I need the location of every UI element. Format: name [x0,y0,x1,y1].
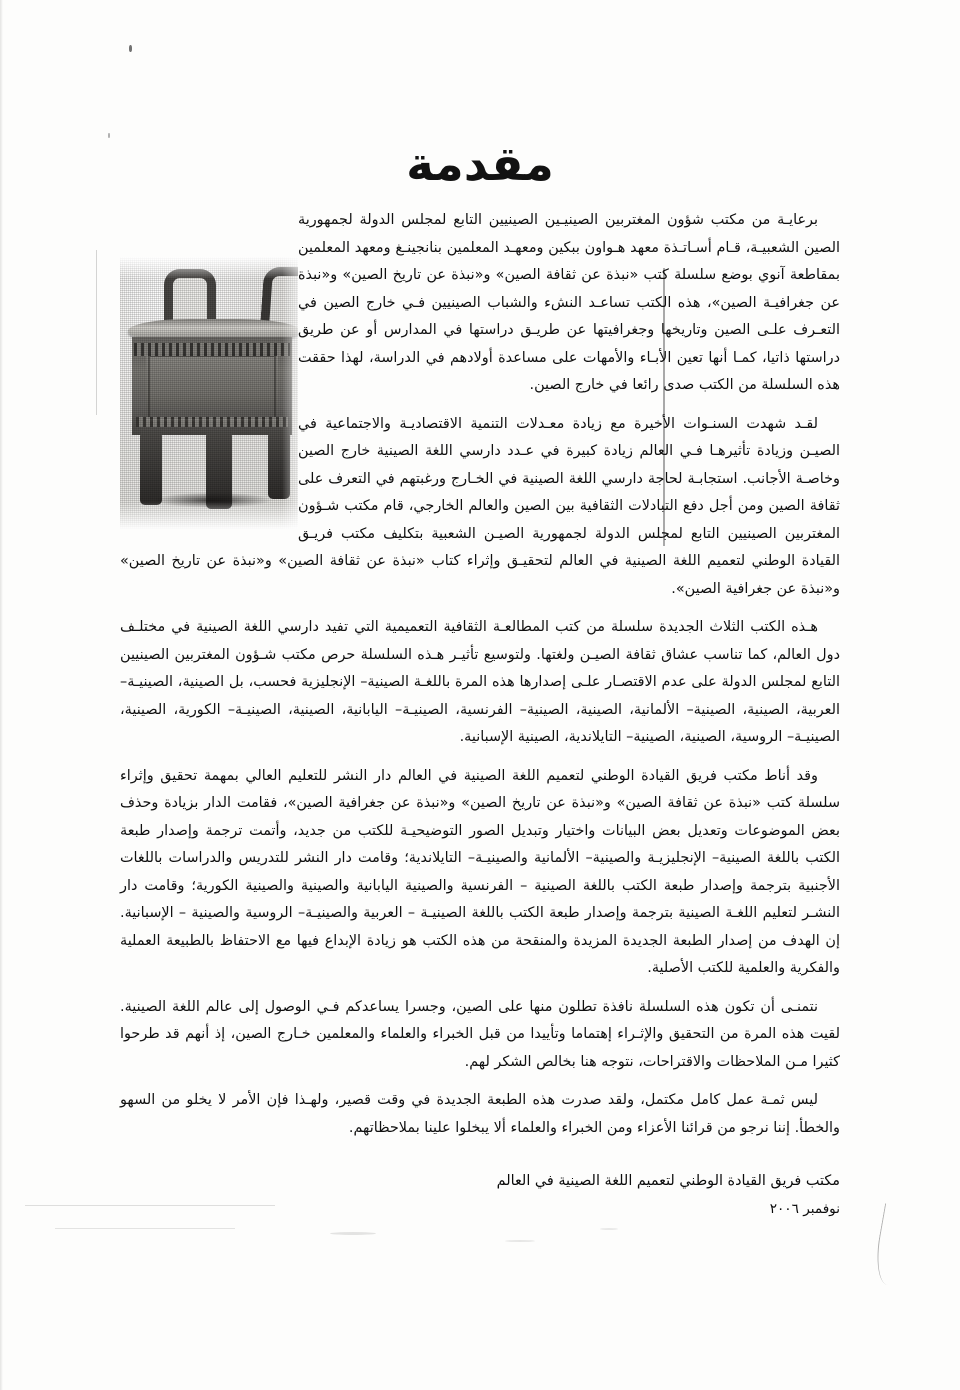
signature-date: نوفمبر ٢٠٠٦ [769,1201,840,1218]
paragraph: نتمنـى أن تكون هذه السلسلة نافذة تطلون منها على الصين، وجسرا يساعدكم فـي الوصول إلى عالم اللغة الصينية. لقيت هذه المرة من التحقيق والإثـراء إهتماما وتأييدا من قبل الخبراء والعلماء والمعلمين خـارج الصين، إذ أنهم قد طرحوا كثيرا مـن الملاحظات والاقتراحات، نتوجه هنا بخالص الشكر لهم. [120,998,840,1070]
bronze-ding-photo-image [120,257,298,529]
page-title: مقدمة [406,137,554,192]
page-content [120,0,840,1390]
paragraph: برعايـة من مكتب شؤون المغتربين الصينيـين الصينيين التابع لمجلس الدولة لجمهورية الصين الشعبيـة، قـام أسـاتـذة معهد هـواون ببكين ومعهـد المعلمين بنانجينـغ ومعهد المعلمين بمقاطعة آنوي بوضع سلسلة كتب «نبذة عن ثقافة الصين» و«نبذة عن تاريخ الصين» و«نبذة عن جغرافيـة الصين»، هذه الكتب تساعـد النشء والشباب الصينيين فـي خارج الصين في التعـرف علـى الصين وتاريخها وجغرافيتها عن طريـق دراستها في المدارس أو عن طريق دراستها ذاتيا، كمـا أنها تعين الأبـاء والأمهات على مساعدة أولادهم في الدراسة، لهذا حققت هذه السلسلة من الكتب صدى رائعا في خارج الصين. [298,212,840,394]
body-text-block [120,207,840,1222]
bronze-ding-figure [120,257,298,529]
paragraph: هـذه الكتب الثلاث الجديدة سلسلة من كتب المطالعـة الثقافية التعميمية التي تفيد دارسي اللغة الصينية في مختلـف دول العالم، كما تناسب عشاق ثقافة الصيـن ولغتها. ولتوسيع تأثيـر هـذه السلسلة حرص مكتب شـؤون المغتربين الصينيين التابع لمجلس الدولة على عدم الاقتصـار علـى إصدارها هذه المرة باللغـة الصينية– الإنجليزية فحسب، بل الصينية، الصينيـة– العربية، الصينية، الصينية– الألمانية، الصينية، الصينية– الفرنسية، الصينيـة– اليابانية، الصينية، الصينيـة– الكورية، الصينية، الصينيـة– الروسية، الصينية، الصينية– التايلاندية، الصينية الإسبانية. [120,619,840,746]
scan-streak-artifact [96,250,97,415]
scan-speck-artifact [108,133,110,138]
signature-block [120,1168,840,1222]
scan-edge-artifact [0,0,3,1390]
photo-edge-fade [120,257,298,529]
scan-fold-artifact [871,1203,911,1286]
paragraph: ليس ثمـة عمل كامل مكتمل، ولقد صدرت هذه الطبعة الجديدة في وقت قصير، ولهـذا فإن الأمر لا يخلو من السهو والخطأ. إننا نرجو من قرائنا الأعزاء ومن الخبراء والعلماء ألا يبخلوا علينا بملاحظاتهم. [120,1092,840,1136]
paragraph: لقـد شهدت السنـوات الأخيرة مع زيادة معـدلات التنمية الاقتصاديـة والاجتماعية في الصيـن وزيادة تأثيرهـا فـي العالم زيادة كبيرة في عـدد دارسي اللغة الصينية خارج الصين وخاصـة الأجانب. استجابـة لحاجة دارسي اللغة الصينية في الخـارج ورغبتهم في التعرف على ثقافة الصين ومن أجل دفع التبادلات الثقافية بين الصين والعالم الخارجي، قام مكتب شـؤون المغتربين الصينيين التابع لمجلس الدولة لجمهورية الصيـن الشعبية بتكليف مكتب فريـق القيادة الوطني لتعميم اللغة الصينية في العالم لتحقيـق وإثراء كتاب «نبذة عن ثقافة الصين» و«نبذة عن تاريخ الصين» و«نبذة عن جغرافية الصين». [120,415,840,597]
signature-office: مكتب فريق القيادة الوطني لتعميم اللغة الصينية في العالم [496,1173,840,1190]
paragraph: وقد أناط مكتب فريق القيادة الوطني لتعميم اللغة الصينية في العالم دار النشر للتعليم العالي بمهمة تحقيق وإثراء سلسلة كتب «نبذة عن ثقافة الصين» و«نبذة عن تاريخ الصين» و«نبذة عن جغرافية الصين»، فقامت الدار بزيادة وحذف بعض الموضوعات وتعديل بعض البيانات واختيار وتبديل الصور التوضيحيـة للكتب من جديد، وأتمت ترجمة وإصدار طبعة الكتب باللغة الصينية– الإنجليزيـة والصينية– الألمانية والصينيـة– التايلاندية؛ وقامت دار النشر للتدريس والدراسات باللغات الأجنبية بترجمة وإصدار طبعة الكتب باللغة الصينية – الفرنسية والصينية اليابانية والصينية والصينية الكورية؛ وقامت دار النشـر لتعليم اللغـة الصينية بترجمة وإصدار طبعة الكتب باللغة الصينيـة – العربية والصينيـة– الروسية والصينية – الإسبانية. إن الهدف من إصدار الطبعة الجديدة المزيدة والمنقحة من هذه الكتب هو زيادة الإبداع فيها مع الاحتفاظ بالطبيعة العملية والفكرية والعلمية للكتب الأصلية. [120,767,840,977]
